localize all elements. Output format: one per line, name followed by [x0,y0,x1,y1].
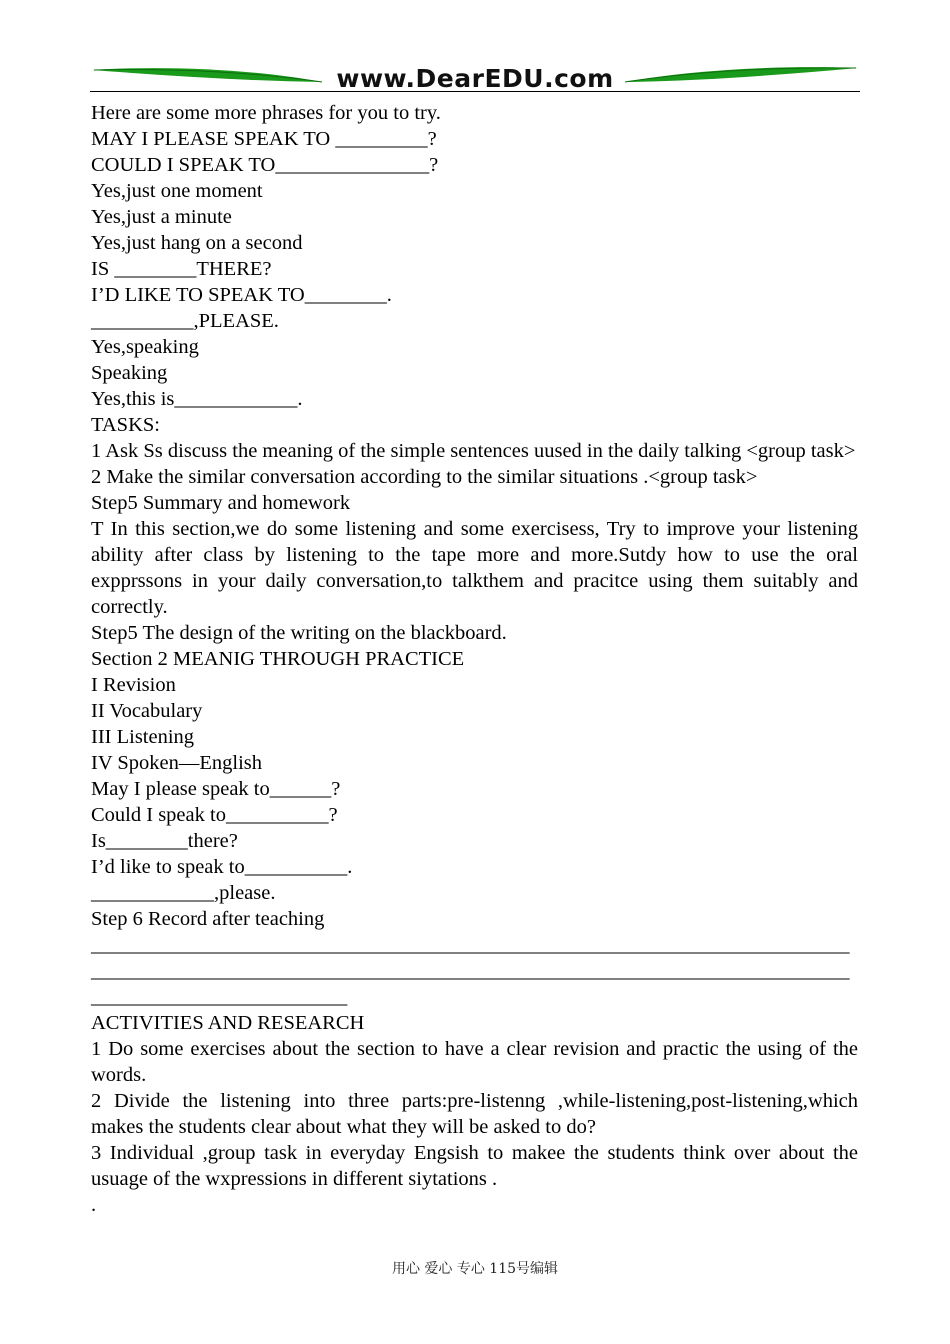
text-line: ____________,please. [91,882,276,904]
text-line: I Revision [91,674,176,696]
text-line: II Vocabulary [91,700,203,722]
text-line: IS ________THERE? [91,258,272,280]
header-rule [90,91,860,92]
section-heading: Step5 The design of the writing on the blackboard. [91,622,507,644]
text-line: COULD I SPEAK TO_______________? [91,154,439,176]
text-line: Yes,just hang on a second [91,232,303,254]
text-line: Is________there? [91,830,238,852]
paragraph: T In this section,we do some listening and some exercisess, Try to improve your listening ability after class by listening to the tape more and more.Sutdy how to use the oral expprssons in your daily conversation,to talkthem and pracitce using them suitably and correctly. [91,518,858,618]
text-line: Yes,just one moment [91,180,263,202]
text-line: . [91,1194,97,1216]
text-line: MAY I PLEASE SPEAK TO _________? [91,128,437,150]
page-header [90,62,860,94]
site-logo-text: www.DearEDU.com [336,64,614,93]
text-line: I’D LIKE TO SPEAK TO________. [91,284,392,306]
section-heading: Step5 Summary and homework [91,492,351,514]
blank-record-lines: _____________________________________________________________________________________________________________________________________________________________________________ [91,934,850,1008]
activity-item: 3 Individual ,group task in everyday Engsish to makee the students think over about the usuage of the wxpressions in different siytations . [91,1142,858,1190]
text-line: May I please speak to______? [91,778,341,800]
text-line: I’d like to speak to__________. [91,856,353,878]
task-item: 2 Make the similar conversation according to the similar situations .<group task> [91,466,758,488]
text-line: IV Spoken—English [91,752,263,774]
text-line: Yes,this is____________. [91,388,303,410]
section-heading: Section 2 MEANIG THROUGH PRACTICE [91,648,465,670]
document-body [91,100,858,1218]
text-line: Here are some more phrases for you to try. [91,102,441,124]
activity-item: 1 Do some exercises about the section to have a clear revision and practic the using of the words. [91,1038,858,1086]
task-item: 1 Ask Ss discuss the meaning of the simple sentences uused in the daily talking <group task> [91,440,856,462]
section-heading: TASKS: [91,414,160,436]
text-line: Speaking [91,362,168,384]
section-heading: Step 6 Record after teaching [91,908,325,930]
text-line: Yes,just a minute [91,206,232,228]
activity-item: 2 Divide the listening into three parts:pre-listenng ,while-listening,post-listening,which makes the students clear about what they will be asked to do? [91,1090,858,1138]
text-line: Yes,speaking [91,336,199,358]
text-line: III Listening [91,726,195,748]
text-line: __________,PLEASE. [91,310,279,332]
page-footer: 用心 爱心 专心 115号编辑 [391,1261,559,1277]
section-heading: ACTIVITIES AND RESEARCH [91,1012,365,1034]
text-line: Could I speak to__________? [91,804,338,826]
